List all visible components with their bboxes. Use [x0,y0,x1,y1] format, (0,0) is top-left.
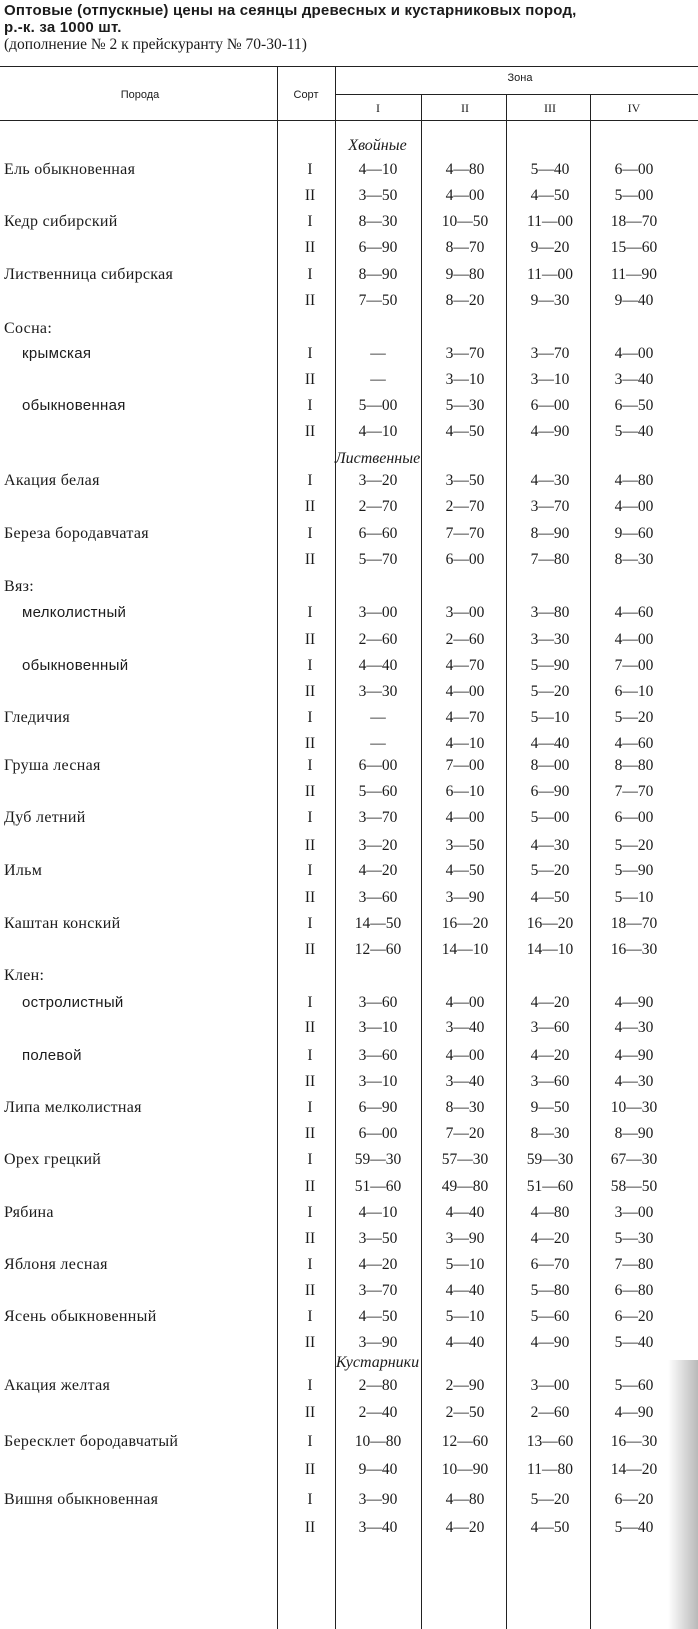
price-cell-zone-2: 2—50 [445,1404,485,1421]
price-cell-zone-2: 4—70 [445,709,485,726]
price-cell-zone-3: 4—40 [530,735,570,752]
price-cell-zone-4: 4—90 [614,1047,654,1064]
price-cell-zone-3: 4—20 [530,1047,570,1064]
grade-cell: II [304,783,316,800]
price-cell-zone-3: 2—60 [530,1404,570,1421]
price-cell-zone-2: 4—40 [445,1334,485,1351]
grade-cell: I [307,472,313,489]
price-cell-zone-4: 6—00 [614,809,654,826]
price-cell-zone-1: 3—50 [358,187,398,204]
price-cell-zone-3: 5—90 [530,657,570,674]
price-cell-zone-3: 6—70 [530,1256,570,1273]
price-cell-zone-4: 16—30 [610,1433,658,1450]
price-cell-zone-3: 3—60 [530,1073,570,1090]
price-cell-zone-3: 9—30 [530,292,570,309]
price-cell-zone-3: 5—80 [530,1282,570,1299]
species-name: Акация желтая [4,1377,111,1394]
price-cell-zone-4: 5—10 [614,889,654,906]
price-cell-zone-2: 3—70 [445,345,485,362]
species-name: Ель обыкновенная [4,161,136,178]
grade-cell: I [307,1099,313,1116]
price-cell-zone-2: 5—10 [445,1308,485,1325]
price-cell-zone-1: 51—60 [354,1178,402,1195]
price-cell-zone-4: 4—90 [614,994,654,1011]
price-cell-zone-2: 8—20 [445,292,485,309]
species-name: Каштан конский [4,915,121,932]
price-cell-zone-3: 16—20 [526,915,574,932]
price-cell-zone-4: 6—20 [614,1491,654,1508]
grade-cell: I [307,266,313,283]
price-cell-zone-2: 4—00 [445,187,485,204]
price-cell-zone-3: 5—20 [530,862,570,879]
price-cell-zone-1: 3—20 [358,837,398,854]
price-cell-zone-4: 8—30 [614,551,654,568]
price-cell-zone-3: 11—00 [527,213,573,230]
price-cell-zone-4: 5—20 [614,709,654,726]
price-cell-zone-4: 5—40 [614,1334,654,1351]
price-cell-zone-2: 7—00 [445,757,485,774]
species-name: Яблоня лесная [4,1256,108,1273]
price-cell-zone-1: 2—70 [358,498,398,515]
price-cell-zone-3: 4—50 [530,187,570,204]
price-cell-zone-2: 4—40 [445,1282,485,1299]
price-cell-zone-1: 4—40 [358,657,398,674]
price-cell-zone-1: — [370,709,386,726]
price-cell-zone-2: 4—70 [445,657,485,674]
price-cell-zone-1: — [370,345,386,362]
grade-cell: I [307,1204,313,1221]
species-name: Рябина [4,1204,54,1221]
price-cell-zone-3: 4—80 [530,1204,570,1221]
zone-column-left-rule [335,66,336,1629]
price-cell-zone-4: 14—20 [610,1461,658,1478]
price-cell-zone-4: 18—70 [610,213,658,230]
species-name: Ильм [4,862,43,879]
grade-cell: II [304,1125,316,1142]
subspecies-name: остролистный [22,994,124,1011]
price-cell-zone-3: 3—30 [530,631,570,648]
price-cell-zone-4: 5—40 [614,1519,654,1536]
price-cell-zone-2: 16—20 [441,915,489,932]
title-line-1: Оптовые (отпускные) цены на сеянцы древесных и кустарниковых пород, [4,2,577,19]
grade-cell: II [304,631,316,648]
price-cell-zone-2: 3—00 [445,604,485,621]
price-cell-zone-2: 12—60 [441,1433,489,1450]
price-cell-zone-2: 4—00 [445,683,485,700]
price-cell-zone-3: 5—20 [530,683,570,700]
species-name: Сосна: [4,320,53,337]
price-cell-zone-3: 51—60 [526,1178,574,1195]
price-cell-zone-3: 3—80 [530,604,570,621]
species-name: Бересклет бородавчатый [4,1433,179,1450]
document-title [4,2,694,54]
species-column-header: Порода [120,89,160,101]
grade-cell: I [307,1047,313,1064]
price-cell-zone-1: 6—60 [358,525,398,542]
price-cell-zone-2: 6—10 [445,783,485,800]
price-cell-zone-2: 49—80 [441,1178,489,1195]
title-line-2: р.-к. за 1000 шт. [4,19,122,36]
grade-cell: I [307,709,313,726]
price-cell-zone-4: 4—30 [614,1073,654,1090]
grade-cell: I [307,809,313,826]
section-heading: Кустарники [335,1354,420,1371]
price-cell-zone-2: 4—50 [445,423,485,440]
grade-cell: I [307,657,313,674]
price-cell-zone-4: 8—80 [614,757,654,774]
section-heading: Лиственные [334,450,421,467]
zone-header-rule [335,94,698,95]
price-cell-zone-3: 3—70 [530,345,570,362]
price-cell-zone-2: 3—90 [445,1230,485,1247]
price-cell-zone-2: 8—30 [445,1099,485,1116]
price-cell-zone-2: 4—40 [445,1204,485,1221]
price-cell-zone-1: 8—30 [358,213,398,230]
price-cell-zone-2: 7—20 [445,1125,485,1142]
price-cell-zone-4: 6—50 [614,397,654,414]
price-cell-zone-3: 8—90 [530,525,570,542]
price-cell-zone-4: 67—30 [610,1151,658,1168]
zone-2-header: II [461,101,469,115]
price-cell-zone-4: 4—60 [614,735,654,752]
price-cell-zone-4: 4—00 [614,498,654,515]
species-name: Лиственница сибирская [4,266,174,283]
price-cell-zone-1: 5—00 [358,397,398,414]
grade-cell: II [304,941,316,958]
price-cell-zone-1: 12—60 [354,941,402,958]
species-name: Акация белая [4,472,100,489]
species-name: Ясень обыкновенный [4,1308,157,1325]
zone-1-header: I [376,101,380,115]
price-cell-zone-3: 4—30 [530,472,570,489]
price-cell-zone-3: 8—00 [530,757,570,774]
price-cell-zone-2: 3—40 [445,1073,485,1090]
price-cell-zone-1: 3—30 [358,683,398,700]
grade-cell: II [304,837,316,854]
grade-cell: II [304,683,316,700]
subspecies-name: крымская [22,345,92,362]
price-cell-zone-1: 3—40 [358,1519,398,1536]
price-cell-zone-3: 9—50 [530,1099,570,1116]
grade-cell: I [307,345,313,362]
grade-cell: II [304,1519,316,1536]
price-cell-zone-1: 4—10 [358,423,398,440]
zone-group-header: Зона [507,72,533,84]
price-cell-zone-2: 4—20 [445,1519,485,1536]
grade-cell: II [304,292,316,309]
grade-cell: II [304,1178,316,1195]
header-bottom-rule [0,120,698,121]
price-cell-zone-3: 6—90 [530,783,570,800]
price-cell-zone-1: 6—00 [358,1125,398,1142]
species-name: Береза бородавчатая [4,525,149,542]
price-cell-zone-4: 9—60 [614,525,654,542]
price-cell-zone-4: 7—80 [614,1256,654,1273]
grade-column-header: Сорт [293,89,319,101]
price-cell-zone-2: 9—80 [445,266,485,283]
price-cell-zone-1: 2—40 [358,1404,398,1421]
price-cell-zone-1: 6—90 [358,239,398,256]
grade-cell: II [304,1019,316,1036]
price-cell-zone-2: 8—70 [445,239,485,256]
price-cell-zone-4: 10—30 [610,1099,658,1116]
price-cell-zone-2: 5—30 [445,397,485,414]
price-cell-zone-4: 4—90 [614,1404,654,1421]
price-cell-zone-1: 5—60 [358,783,398,800]
grade-cell: II [304,1334,316,1351]
price-cell-zone-4: 8—90 [614,1125,654,1142]
price-cell-zone-2: 3—50 [445,472,485,489]
price-cell-zone-1: 9—40 [358,1461,398,1478]
price-cell-zone-2: 5—10 [445,1256,485,1273]
price-cell-zone-4: 6—00 [614,161,654,178]
price-cell-zone-1: — [370,371,386,388]
price-cell-zone-2: 6—00 [445,551,485,568]
price-cell-zone-1: 4—20 [358,862,398,879]
species-name: Груша лесная [4,757,101,774]
grade-cell: I [307,1308,313,1325]
price-cell-zone-3: 5—60 [530,1308,570,1325]
price-cell-zone-4: 5—30 [614,1230,654,1247]
price-cell-zone-1: 5—70 [358,551,398,568]
title-line-3: (дополнение № 2 к прейскуранту № 70-30-11) [4,36,307,53]
price-cell-zone-1: 4—50 [358,1308,398,1325]
grade-cell: I [307,397,313,414]
species-name: Липа мелколистная [4,1099,142,1116]
grade-cell: II [304,187,316,204]
price-cell-zone-2: 4—80 [445,1491,485,1508]
price-cell-zone-3: 6—00 [530,397,570,414]
subspecies-name: обыкновенный [22,657,129,674]
price-cell-zone-4: 11—90 [611,266,657,283]
grade-cell: I [307,915,313,932]
zone-1-2-rule [421,94,422,1629]
price-cell-zone-3: 5—20 [530,1491,570,1508]
species-name: Вяз: [4,578,34,595]
grade-cell: I [307,862,313,879]
price-cell-zone-2: 2—90 [445,1377,485,1394]
price-cell-zone-3: 4—50 [530,1519,570,1536]
price-cell-zone-4: 58—50 [610,1178,658,1195]
price-cell-zone-3: 3—60 [530,1019,570,1036]
price-cell-zone-4: 3—40 [614,371,654,388]
grade-cell: II [304,1282,316,1299]
price-cell-zone-2: 3—40 [445,1019,485,1036]
price-cell-zone-1: 3—20 [358,472,398,489]
grade-cell: I [307,1491,313,1508]
price-cell-zone-4: 5—40 [614,423,654,440]
price-cell-zone-1: 4—20 [358,1256,398,1273]
price-cell-zone-2: 4—80 [445,161,485,178]
section-heading: Хвойные [348,137,407,154]
price-cell-zone-3: 3—00 [530,1377,570,1394]
price-cell-zone-4: 4—00 [614,631,654,648]
price-cell-zone-1: 3—10 [358,1073,398,1090]
price-cell-zone-3: 14—10 [526,941,574,958]
price-cell-zone-1: 3—90 [358,1334,398,1351]
price-cell-zone-3: 4—90 [530,423,570,440]
price-cell-zone-1: 3—00 [358,604,398,621]
price-cell-zone-1: 3—70 [358,1282,398,1299]
price-cell-zone-2: 4—00 [445,994,485,1011]
price-cell-zone-1: 6—00 [358,757,398,774]
price-cell-zone-2: 3—90 [445,889,485,906]
grade-cell: II [304,735,316,752]
price-cell-zone-2: 4—50 [445,862,485,879]
price-cell-zone-1: 3—50 [358,1230,398,1247]
price-cell-zone-3: 5—40 [530,161,570,178]
price-cell-zone-3: 4—50 [530,889,570,906]
price-cell-zone-4: 5—90 [614,862,654,879]
price-cell-zone-4: 6—10 [614,683,654,700]
price-cell-zone-1: 6—90 [358,1099,398,1116]
price-cell-zone-3: 5—10 [530,709,570,726]
page-edge-shadow [668,1360,698,1629]
price-cell-zone-2: 4—00 [445,1047,485,1064]
price-cell-zone-2: 4—10 [445,735,485,752]
price-cell-zone-4: 4—30 [614,1019,654,1036]
price-cell-zone-3: 59—30 [526,1151,574,1168]
species-name: Дуб летний [4,809,86,826]
price-cell-zone-3: 4—20 [530,994,570,1011]
price-cell-zone-1: 7—50 [358,292,398,309]
price-cell-zone-3: 4—20 [530,1230,570,1247]
zone-3-4-rule [590,94,591,1629]
price-cell-zone-1: 8—90 [358,266,398,283]
price-cell-zone-1: 3—70 [358,809,398,826]
price-cell-zone-4: 4—80 [614,472,654,489]
price-cell-zone-4: 4—60 [614,604,654,621]
price-cell-zone-3: 9—20 [530,239,570,256]
subspecies-name: мелколистный [22,604,127,621]
species-name: Орех грецкий [4,1151,102,1168]
price-cell-zone-4: 18—70 [610,915,658,932]
grade-cell: II [304,551,316,568]
price-cell-zone-3: 4—30 [530,837,570,854]
grade-cell: II [304,423,316,440]
price-cell-zone-4: 3—00 [614,1204,654,1221]
grade-cell: II [304,498,316,515]
subspecies-name: полевой [22,1047,82,1064]
zone-2-3-rule [506,94,507,1629]
grade-cell: I [307,161,313,178]
price-cell-zone-1: 3—90 [358,1491,398,1508]
grade-cell: II [304,1230,316,1247]
price-cell-zone-3: 8—30 [530,1125,570,1142]
price-cell-zone-2: 3—10 [445,371,485,388]
price-cell-zone-1: 3—10 [358,1019,398,1036]
price-cell-zone-3: 11—80 [527,1461,573,1478]
price-cell-zone-4: 5—20 [614,837,654,854]
species-name: Клен: [4,967,45,984]
price-cell-zone-4: 7—70 [614,783,654,800]
price-cell-zone-1: 3—60 [358,889,398,906]
grade-cell: I [307,994,313,1011]
price-cell-zone-1: 59—30 [354,1151,402,1168]
price-cell-zone-2: 10—50 [441,213,489,230]
price-cell-zone-1: 2—60 [358,631,398,648]
price-cell-zone-3: 11—00 [527,266,573,283]
price-cell-zone-1: 3—60 [358,1047,398,1064]
grade-cell: II [304,371,316,388]
price-cell-zone-2: 10—90 [441,1461,489,1478]
price-cell-zone-2: 4—00 [445,809,485,826]
price-cell-zone-4: 5—00 [614,187,654,204]
species-name: Кедр сибирский [4,213,118,230]
price-cell-zone-3: 7—80 [530,551,570,568]
price-cell-zone-3: 4—90 [530,1334,570,1351]
price-cell-zone-2: 3—50 [445,837,485,854]
grade-cell: II [304,1404,316,1421]
price-cell-zone-1: 10—80 [354,1433,402,1450]
price-cell-zone-4: 7—00 [614,657,654,674]
price-cell-zone-4: 5—60 [614,1377,654,1394]
price-cell-zone-4: 9—40 [614,292,654,309]
price-cell-zone-3: 5—00 [530,809,570,826]
price-cell-zone-2: 2—60 [445,631,485,648]
grade-cell: I [307,1256,313,1273]
grade-cell: I [307,1151,313,1168]
price-cell-zone-1: 4—10 [358,1204,398,1221]
species-name: Гледичия [4,709,70,726]
price-cell-zone-2: 57—30 [441,1151,489,1168]
grade-cell: II [304,239,316,256]
price-cell-zone-4: 16—30 [610,941,658,958]
species-name: Вишня обыкновенная [4,1491,159,1508]
price-cell-zone-1: 3—60 [358,994,398,1011]
grade-cell: I [307,1377,313,1394]
grade-column-left-rule [277,66,278,1629]
price-cell-zone-4: 4—00 [614,345,654,362]
price-cell-zone-1: — [370,735,386,752]
grade-cell: I [307,1433,313,1450]
table-top-rule [0,66,698,67]
price-cell-zone-3: 13—60 [526,1433,574,1450]
grade-cell: I [307,757,313,774]
price-cell-zone-3: 3—10 [530,371,570,388]
grade-cell: I [307,604,313,621]
zone-4-header: IV [627,101,641,115]
price-cell-zone-4: 15—60 [610,239,658,256]
grade-cell: II [304,1461,316,1478]
price-cell-zone-1: 2—80 [358,1377,398,1394]
price-cell-zone-4: 6—80 [614,1282,654,1299]
grade-cell: I [307,213,313,230]
grade-cell: II [304,1073,316,1090]
zone-3-header: III [544,101,556,115]
price-cell-zone-2: 2—70 [445,498,485,515]
price-cell-zone-2: 14—10 [441,941,489,958]
price-cell-zone-1: 4—10 [358,161,398,178]
price-cell-zone-1: 14—50 [354,915,402,932]
grade-cell: II [304,889,316,906]
price-cell-zone-2: 7—70 [445,525,485,542]
grade-cell: I [307,525,313,542]
price-cell-zone-3: 3—70 [530,498,570,515]
subspecies-name: обыкновенная [22,397,126,414]
price-cell-zone-4: 6—20 [614,1308,654,1325]
